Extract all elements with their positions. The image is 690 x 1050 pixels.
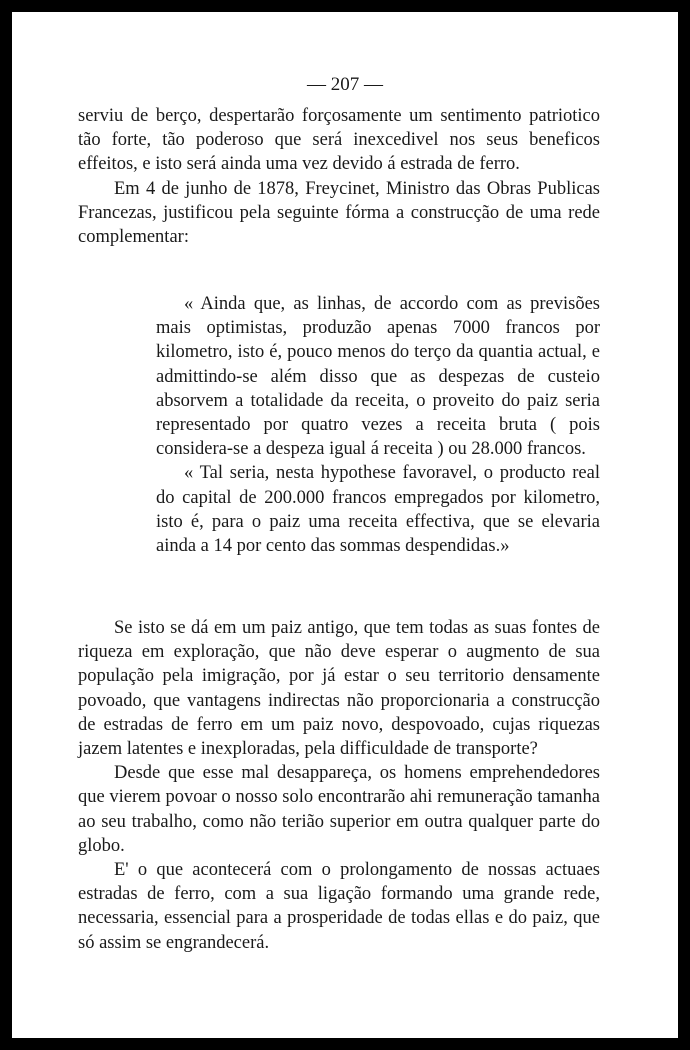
paragraph-2: Em 4 de junho de 1878, Freycinet, Ministro das Obras Publicas Francezas, justificou pela seguinte fórma a construcção de uma rede complementar:: [78, 178, 600, 248]
block-quote: [156, 292, 600, 558]
text-block-bottom: [78, 616, 600, 955]
quote-paragraph-2: « Tal seria, nesta hypothese favoravel, o producto real do capital de 200.000 francos empregados por kilometro, isto é, para o paiz uma receita effectiva, que se elevaria ainda a 14 por cento das sommas despendidas.»: [156, 463, 600, 557]
paragraph-1: serviu de berço, despertarão forçosamente um sentimento patriotico tão forte, tão poderoso que será inexcedivel nos seus beneficos effeitos, e isto será ainda uma vez devido á estrada de ferro.: [78, 106, 600, 175]
book-page: [12, 12, 678, 1038]
paragraph-4: Desde que esse mal desappareça, os homens emprehendedores que vierem povoar o nosso solo encontrarão ahi remuneração tamanha ao seu trabalho, como não terião superior em outra qualquer parte do globo.: [78, 763, 600, 856]
page-number: — 207 —: [307, 74, 383, 95]
text-block-top: [78, 104, 600, 249]
quote-paragraph-1: « Ainda que, as linhas, de accordo com as previsões mais optimistas, produzão apenas 7000 francos por kilometro, isto é, pouco menos do terço da quantia actual, e admittindo-se além disso que as despezas de custeio absorvem a totalidade da receita, o proveito do paiz seria representado por quatro vezes a receita bruta ( pois considera-se a despeza igual á receita ) ou 28.000 francos.: [156, 294, 600, 460]
paragraph-3: Se isto se dá em um paiz antigo, que tem todas as suas fontes de riqueza em exploração, que não deve esperar o augmento de sua população pela imigração, por já estar o seu territorio densamente povoado, que vantagens indirectas não proporcionaria a construcção de estradas de ferro em um paiz novo, despovoado, cujas riquezas jazem latentes e inexploradas, pela difficuldade de transporte?: [78, 618, 600, 760]
paragraph-5: E' o que acontecerá com o prolongamento de nossas actuaes estradas de ferro, com a sua ligação formando uma grande rede, necessaria, essencial para a prosperidade de todas ellas e do paiz, que só assim se engrandecerá.: [78, 860, 600, 953]
